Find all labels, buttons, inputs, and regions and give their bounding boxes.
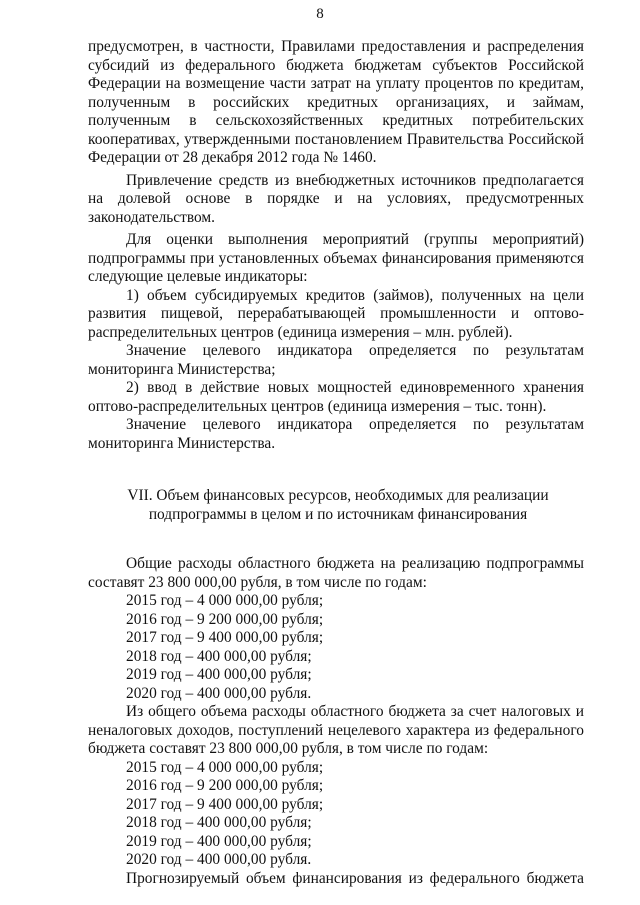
page-number: 8 (316, 6, 324, 22)
list-item: 2015 год – 4 000 000,00 рубля; (126, 758, 324, 776)
years-list-tax-revenue (88, 759, 584, 870)
paragraph-total-expenses: Общие расходы областного бюджета на реализацию подпрограммы составят 23 800 000,00 рубля, в том числе по годам: (88, 555, 584, 591)
list-item: 2019 год – 400 000,00 рубля; (126, 832, 312, 850)
paragraph-subsidy-rules: предусмотрен, в частности, Правилами предоставления и распределения субсидий из федерального бюджета бюджетам субъектов Российской Федерации на возмещение части затрат на уплату процентов по кредитам, полученным в российских кредитных организациях, и займам, полученным в сельскохозяйственных кредитных потребительских кооперативах, утвержденными постановлением Правительства Российской Федерации от 28 декабря 2012 года № 1460. (88, 38, 584, 166)
years-list-total (88, 592, 584, 703)
document-body (88, 38, 584, 888)
list-item: 2017 год – 9 400 000,00 рубля; (126, 795, 324, 813)
paragraph-federal-funding-forecast: Прогнозируемый объем финансирования из федерального бюджета (126, 869, 584, 887)
section-heading-vii: VII. Объем финансовых ресурсов, необходимых для реализации подпрограммы в целом и по источникам финансирования (127, 487, 549, 523)
list-item: 2020 год – 400 000,00 рубля. (126, 851, 312, 868)
paragraph-indicator-2-value: Значение целевого индикатора определяется по результатам мониторинга Министерства. (88, 416, 584, 452)
list-item: 2018 год – 400 000,00 рубля; (126, 647, 312, 665)
list-item: 2016 год – 9 200 000,00 рубля; (126, 777, 324, 794)
paragraph-tax-revenue-expenses: Из общего объема расходы областного бюджета за счет налоговых и неналоговых доходов, поступлений нецелевого характера из федерального бюджета составят 23 800 000,00 рубля, в том числе по годам: (88, 703, 584, 757)
paragraph-extrabudgetary-sources: Привлечение средств из внебюджетных источников предполагается на долевой основе в порядке и на условиях, предусмотренных законодательством. (88, 171, 584, 226)
paragraph-indicator-2: 2) ввод в действие новых мощностей единовременного хранения оптово-распределительных центров (единица измерения – тыс. тонн). (88, 379, 584, 415)
list-item: 2016 год – 9 200 000,00 рубля; (126, 610, 324, 628)
list-item: 2020 год – 400 000,00 рубля. (126, 684, 312, 702)
paragraph-target-indicators-intro: Для оценки выполнения мероприятий (группы мероприятий) подпрограммы при установленных объемах финансирования применяются следующие целевые индикаторы: (88, 231, 584, 285)
paragraph-indicator-1-value: Значение целевого индикатора определяется по результатам мониторинга Министерства; (88, 342, 584, 378)
list-item: 2017 год – 9 400 000,00 рубля; (126, 629, 324, 646)
paragraph-indicator-1: 1) объем субсидируемых кредитов (займов), полученных на цели развития пищевой, перерабатывающей промышленности и оптово-распределительных центров (единица измерения – млн. рублей). (88, 286, 584, 341)
list-item: 2018 год – 400 000,00 рубля; (126, 814, 312, 831)
list-item: 2015 год – 4 000 000,00 рубля; (126, 592, 324, 609)
list-item: 2019 год – 400 000,00 рубля; (126, 666, 312, 683)
